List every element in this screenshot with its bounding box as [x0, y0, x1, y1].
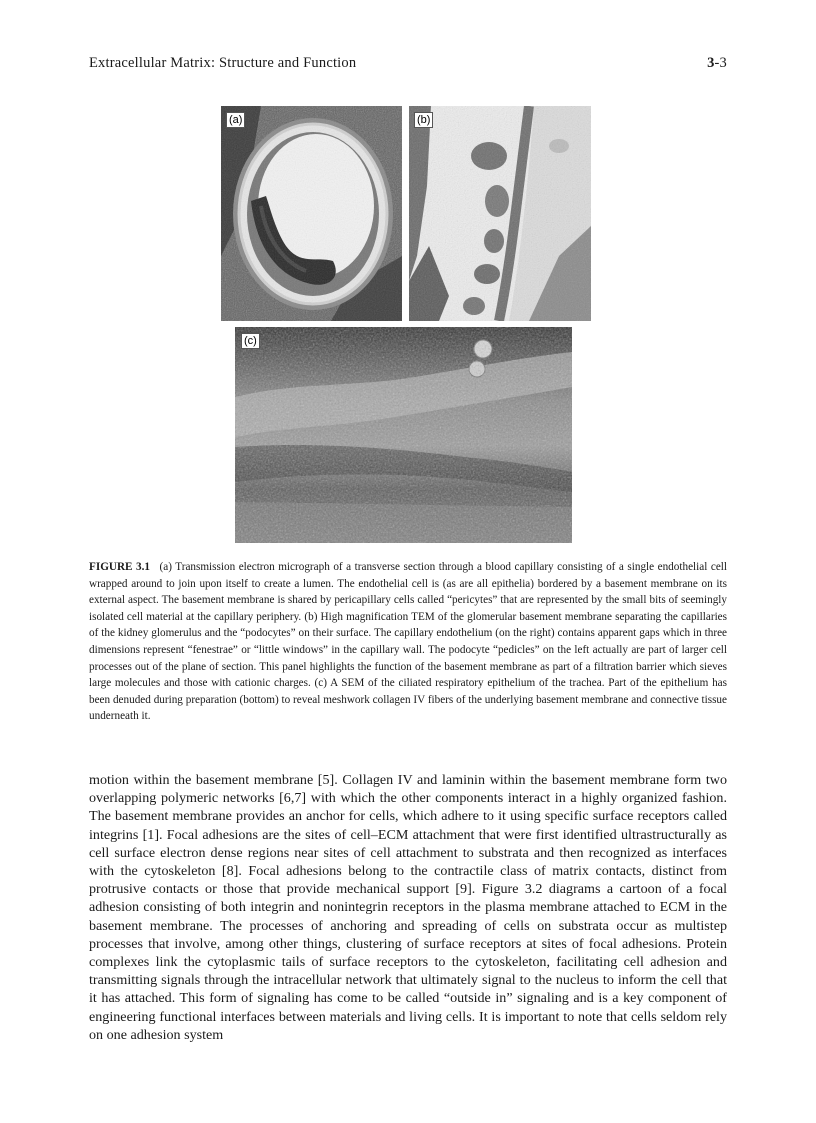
running-header	[89, 55, 727, 75]
panel-a-label: (a)	[226, 112, 245, 128]
figure-label: FIGURE 3.1	[89, 561, 151, 573]
figure-panel-a	[221, 106, 402, 321]
figure-panel-c	[235, 327, 572, 543]
page-suffix: -3	[714, 55, 727, 71]
figure-caption	[89, 559, 727, 725]
page-number	[707, 55, 727, 72]
panel-b-label: (b)	[414, 112, 433, 128]
running-title: Extracellular Matrix: Structure and Function	[89, 55, 357, 71]
figure-panel-b	[409, 106, 591, 321]
panel-a-micrograph	[221, 106, 402, 321]
body-paragraph: motion within the basement membrane [5]. Collagen IV and laminin within the basement membrane form two overlapping polymeric networks [6,7] with which the other components interact in a highly organized fashion. The basement membrane provides an anchor for cells, which adhere to it using specific surface receptors called integrins [1]. Focal adhesions are the sites of cell–ECM attachment that were first identified ultrastructurally as cell surface electron dense regions near sites of cell attachment to substrata and then recognized as interfaces with the cytoskeleton [8]. Focal adhesions belong to the contractile class of matrix contacts, distinct from protrusive contacts or those that provide mechanical support [9]. Figure 3.2 diagrams a cartoon of a focal adhesion consisting of both integrin and nonintegrin receptors in the plasma membrane attached to ECM in the basement membrane. The processes of anchoring and spreading of cells on substrata occur as multistep processes that involve, among other things, clustering of surface receptors at sites of focal adhesions. Protein complexes link the cytoplasmic tails of surface receptors to the cytoskeleton, facilitating cell adhesion and transmitting signals through the intracellular network that ultimately signal to the nucleus to inform the cell that it has attached. This form of signaling has come to be called “outside in” signaling and is a key component of engineering functional interfaces between materials and living cells. It is important to note that cells seldom rely on one adhesion system	[89, 772, 727, 1043]
panel-c-label: (c)	[241, 333, 260, 349]
panel-c-micrograph	[235, 327, 572, 543]
panel-b-micrograph	[409, 106, 591, 321]
figure-caption-text: (a) Transmission electron micrograph of a transverse section through a blood capillary consisting of a single endothelial cell wrapped around to join upon itself to create a lumen. The endothelial cell is (as are all epithelia) bordered by a basement membrane on its external aspect. The basement membrane is shared by pericapillary cells called “pericytes” that are represented by the small bits of seemingly isolated cell material at the capillary periphery. (b) High magnification TEM of the glomerular basement membrane separating the capillaries of the kidney glomerulus and the “podocytes” on their surface. The capillary endothelium (on the right) contains apparent gaps which in three dimensions represent “fenestrae” or “little windows” in the capillary wall. The podocyte “pedicles” on the left actually are part of larger cell processes out of the plane of section. This panel highlights the function of the basement membrane as part of a filtration barrier which sieves large molecules and those with cationic charges. (c) A SEM of the ciliated respiratory epithelium of the trachea. Part of the epithelium has been denuded during preparation (bottom) to reveal meshwork collagen IV fibers of the underlying basement membrane and connective tissue underneath it.	[89, 561, 727, 723]
chapter-number: 3	[707, 55, 715, 71]
